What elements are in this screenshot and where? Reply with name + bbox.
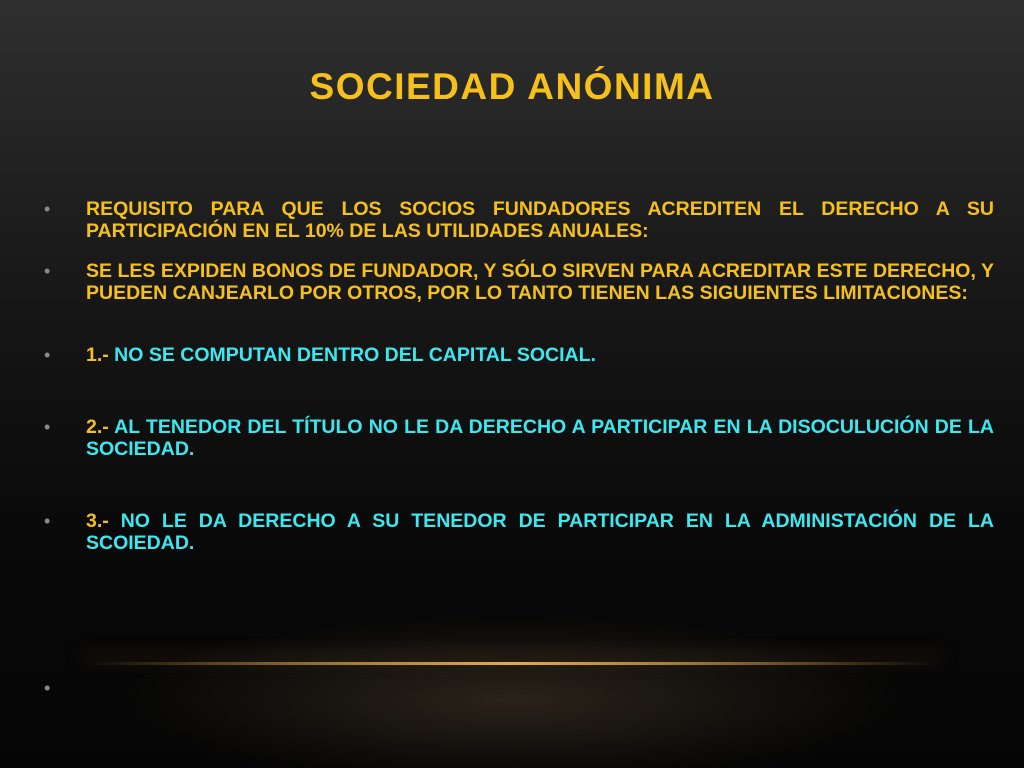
bullet-number: 1.- xyxy=(86,344,109,366)
bullet-item-bonos xyxy=(44,260,994,304)
bullet-text: SE LES EXPIDEN BONOS DE FUNDADOR, Y SÓLO SIRVEN PARA ACREDITAR ESTE DERECHO, Y PUEDEN CANJEARLO POR OTROS, POR LO TANTO TIENEN LAS SIGUIENTES LIMITACIONES: xyxy=(86,260,994,304)
bullet-list xyxy=(44,198,994,604)
bullet-number: 3.- xyxy=(86,510,109,532)
bullet-item-limitacion-1 xyxy=(44,344,994,366)
bullet-dot-icon: • xyxy=(44,511,51,531)
bullet-text: AL TENEDOR DEL TÍTULO NO LE DA DERECHO A PARTICIPAR EN LA DISOCULUCIÓN DE LA SOCIEDAD. xyxy=(86,416,994,460)
empty-bullet-dot-icon: • xyxy=(44,678,51,698)
bullet-text: NO LE DA DERECHO A SU TENEDOR DE PARTICIPAR EN LA ADMINISTACIÓN DE LA SCOIEDAD. xyxy=(86,510,994,554)
decorative-glow-divider xyxy=(80,662,944,665)
bullet-dot-icon: • xyxy=(44,199,51,219)
bullet-item-requisito xyxy=(44,198,994,242)
slide-title: SOCIEDAD ANÓNIMA xyxy=(309,66,715,107)
bullet-dot-icon: • xyxy=(44,261,51,281)
bullet-item-limitacion-3 xyxy=(44,510,994,554)
bullet-number: 2.- xyxy=(86,416,109,438)
bullet-dot-icon: • xyxy=(44,345,51,365)
bullet-text: REQUISITO PARA QUE LOS SOCIOS FUNDADORES ACREDITEN EL DERECHO A SU PARTICIPACIÓN EN EL 10% DE LAS UTILIDADES ANUALES: xyxy=(86,198,994,242)
bullet-item-limitacion-2 xyxy=(44,416,994,460)
bullet-dot-icon: • xyxy=(44,417,51,437)
bullet-text: NO SE COMPUTAN DENTRO DEL CAPITAL SOCIAL. xyxy=(108,344,596,366)
